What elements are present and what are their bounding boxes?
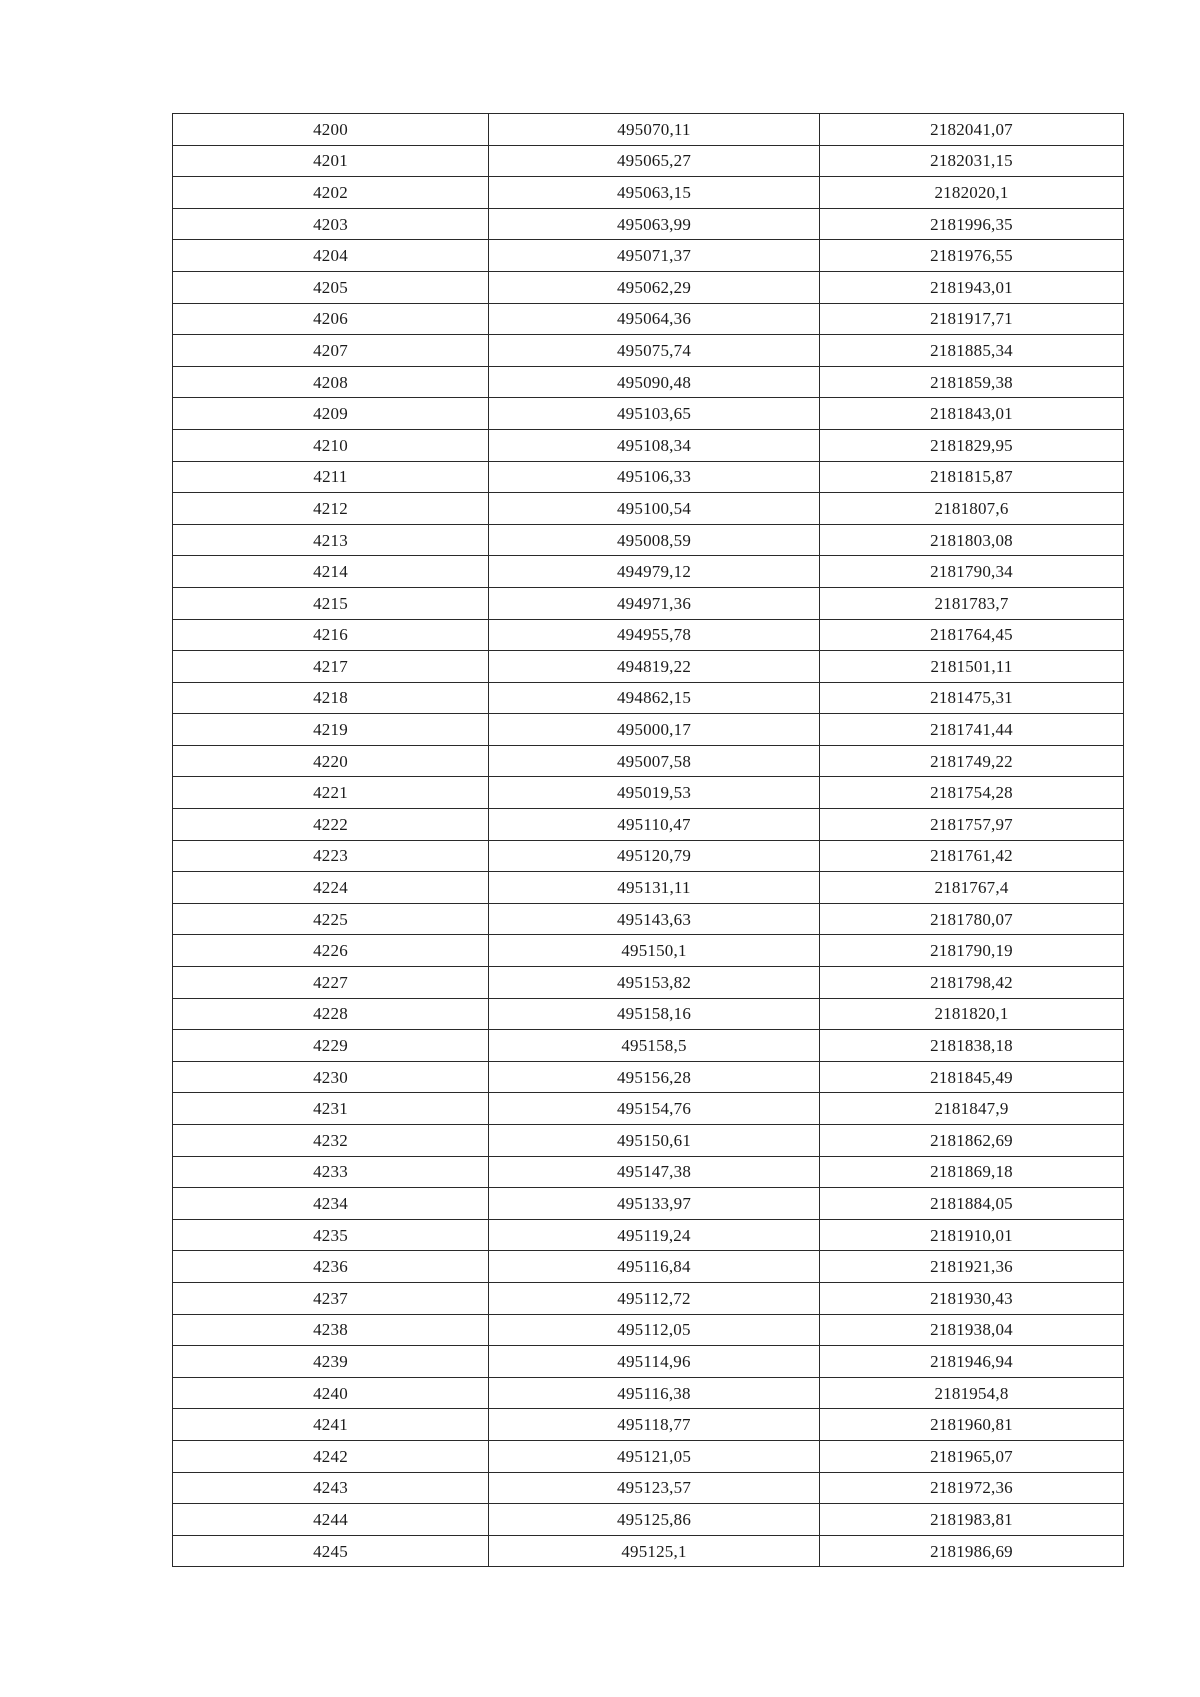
table-row xyxy=(173,714,1124,746)
point-number-cell: 4228 xyxy=(173,998,489,1030)
coordinates-table-body xyxy=(173,114,1124,1567)
point-number-cell: 4219 xyxy=(173,714,489,746)
x-coordinate-cell: 495153,82 xyxy=(489,967,820,999)
y-coordinate-cell: 2181983,81 xyxy=(820,1504,1124,1536)
point-number-cell: 4215 xyxy=(173,587,489,619)
y-coordinate-cell: 2181761,42 xyxy=(820,840,1124,872)
y-coordinate-cell: 2181972,36 xyxy=(820,1472,1124,1504)
table-row xyxy=(173,114,1124,146)
y-coordinate-cell: 2181843,01 xyxy=(820,398,1124,430)
point-number-cell: 4218 xyxy=(173,682,489,714)
point-number-cell: 4206 xyxy=(173,303,489,335)
table-row xyxy=(173,872,1124,904)
table-row xyxy=(173,524,1124,556)
y-coordinate-cell: 2181475,31 xyxy=(820,682,1124,714)
y-coordinate-cell: 2181847,9 xyxy=(820,1093,1124,1125)
point-number-cell: 4233 xyxy=(173,1156,489,1188)
table-row xyxy=(173,177,1124,209)
point-number-cell: 4238 xyxy=(173,1314,489,1346)
table-row xyxy=(173,1093,1124,1125)
y-coordinate-cell: 2182020,1 xyxy=(820,177,1124,209)
y-coordinate-cell: 2181946,94 xyxy=(820,1346,1124,1378)
x-coordinate-cell: 495123,57 xyxy=(489,1472,820,1504)
x-coordinate-cell: 495103,65 xyxy=(489,398,820,430)
x-coordinate-cell: 495150,61 xyxy=(489,1125,820,1157)
point-number-cell: 4214 xyxy=(173,556,489,588)
x-coordinate-cell: 495121,05 xyxy=(489,1440,820,1472)
y-coordinate-cell: 2181754,28 xyxy=(820,777,1124,809)
table-row xyxy=(173,1156,1124,1188)
table-row xyxy=(173,1440,1124,1472)
y-coordinate-cell: 2181938,04 xyxy=(820,1314,1124,1346)
table-row xyxy=(173,682,1124,714)
y-coordinate-cell: 2181869,18 xyxy=(820,1156,1124,1188)
point-number-cell: 4236 xyxy=(173,1251,489,1283)
x-coordinate-cell: 495158,5 xyxy=(489,1030,820,1062)
point-number-cell: 4231 xyxy=(173,1093,489,1125)
y-coordinate-cell: 2181943,01 xyxy=(820,271,1124,303)
x-coordinate-cell: 495116,38 xyxy=(489,1377,820,1409)
x-coordinate-cell: 495106,33 xyxy=(489,461,820,493)
point-number-cell: 4239 xyxy=(173,1346,489,1378)
x-coordinate-cell: 495133,97 xyxy=(489,1188,820,1220)
x-coordinate-cell: 495116,84 xyxy=(489,1251,820,1283)
x-coordinate-cell: 495007,58 xyxy=(489,745,820,777)
point-number-cell: 4204 xyxy=(173,240,489,272)
x-coordinate-cell: 494979,12 xyxy=(489,556,820,588)
table-row xyxy=(173,303,1124,335)
x-coordinate-cell: 495156,28 xyxy=(489,1061,820,1093)
x-coordinate-cell: 495114,96 xyxy=(489,1346,820,1378)
x-coordinate-cell: 494955,78 xyxy=(489,619,820,651)
x-coordinate-cell: 495118,77 xyxy=(489,1409,820,1441)
point-number-cell: 4205 xyxy=(173,271,489,303)
table-row xyxy=(173,1125,1124,1157)
point-number-cell: 4203 xyxy=(173,208,489,240)
table-row xyxy=(173,335,1124,367)
y-coordinate-cell: 2181965,07 xyxy=(820,1440,1124,1472)
table-row xyxy=(173,619,1124,651)
y-coordinate-cell: 2181749,22 xyxy=(820,745,1124,777)
x-coordinate-cell: 495065,27 xyxy=(489,145,820,177)
table-row xyxy=(173,935,1124,967)
point-number-cell: 4244 xyxy=(173,1504,489,1536)
table-row xyxy=(173,840,1124,872)
table-row xyxy=(173,208,1124,240)
point-number-cell: 4237 xyxy=(173,1282,489,1314)
point-number-cell: 4230 xyxy=(173,1061,489,1093)
table-row xyxy=(173,145,1124,177)
y-coordinate-cell: 2181807,6 xyxy=(820,493,1124,525)
point-number-cell: 4235 xyxy=(173,1219,489,1251)
x-coordinate-cell: 495063,15 xyxy=(489,177,820,209)
x-coordinate-cell: 495112,72 xyxy=(489,1282,820,1314)
point-number-cell: 4245 xyxy=(173,1535,489,1567)
table-row xyxy=(173,1030,1124,1062)
y-coordinate-cell: 2181885,34 xyxy=(820,335,1124,367)
y-coordinate-cell: 2181829,95 xyxy=(820,429,1124,461)
y-coordinate-cell: 2181930,43 xyxy=(820,1282,1124,1314)
point-number-cell: 4202 xyxy=(173,177,489,209)
point-number-cell: 4234 xyxy=(173,1188,489,1220)
point-number-cell: 4242 xyxy=(173,1440,489,1472)
y-coordinate-cell: 2181741,44 xyxy=(820,714,1124,746)
y-coordinate-cell: 2182031,15 xyxy=(820,145,1124,177)
table-row xyxy=(173,1472,1124,1504)
y-coordinate-cell: 2181790,34 xyxy=(820,556,1124,588)
table-row xyxy=(173,998,1124,1030)
x-coordinate-cell: 495100,54 xyxy=(489,493,820,525)
table-row xyxy=(173,366,1124,398)
table-row xyxy=(173,777,1124,809)
x-coordinate-cell: 494862,15 xyxy=(489,682,820,714)
y-coordinate-cell: 2181820,1 xyxy=(820,998,1124,1030)
x-coordinate-cell: 495125,1 xyxy=(489,1535,820,1567)
point-number-cell: 4217 xyxy=(173,651,489,683)
x-coordinate-cell: 494971,36 xyxy=(489,587,820,619)
x-coordinate-cell: 495150,1 xyxy=(489,935,820,967)
x-coordinate-cell: 495000,17 xyxy=(489,714,820,746)
x-coordinate-cell: 495120,79 xyxy=(489,840,820,872)
y-coordinate-cell: 2181910,01 xyxy=(820,1219,1124,1251)
point-number-cell: 4241 xyxy=(173,1409,489,1441)
y-coordinate-cell: 2181764,45 xyxy=(820,619,1124,651)
y-coordinate-cell: 2181815,87 xyxy=(820,461,1124,493)
x-coordinate-cell: 495158,16 xyxy=(489,998,820,1030)
table-row xyxy=(173,1504,1124,1536)
y-coordinate-cell: 2181884,05 xyxy=(820,1188,1124,1220)
table-row xyxy=(173,1314,1124,1346)
point-number-cell: 4208 xyxy=(173,366,489,398)
x-coordinate-cell: 495154,76 xyxy=(489,1093,820,1125)
x-coordinate-cell: 495125,86 xyxy=(489,1504,820,1536)
point-number-cell: 4221 xyxy=(173,777,489,809)
point-number-cell: 4224 xyxy=(173,872,489,904)
x-coordinate-cell: 495119,24 xyxy=(489,1219,820,1251)
x-coordinate-cell: 495108,34 xyxy=(489,429,820,461)
y-coordinate-cell: 2181960,81 xyxy=(820,1409,1124,1441)
table-row xyxy=(173,967,1124,999)
table-row xyxy=(173,240,1124,272)
point-number-cell: 4226 xyxy=(173,935,489,967)
y-coordinate-cell: 2181790,19 xyxy=(820,935,1124,967)
x-coordinate-cell: 495070,11 xyxy=(489,114,820,146)
x-coordinate-cell: 495071,37 xyxy=(489,240,820,272)
table-row xyxy=(173,1061,1124,1093)
point-number-cell: 4223 xyxy=(173,840,489,872)
table-row xyxy=(173,429,1124,461)
x-coordinate-cell: 495062,29 xyxy=(489,271,820,303)
table-row xyxy=(173,1188,1124,1220)
y-coordinate-cell: 2181859,38 xyxy=(820,366,1124,398)
x-coordinate-cell: 495063,99 xyxy=(489,208,820,240)
y-coordinate-cell: 2181917,71 xyxy=(820,303,1124,335)
table-row xyxy=(173,903,1124,935)
point-number-cell: 4222 xyxy=(173,809,489,841)
point-number-cell: 4216 xyxy=(173,619,489,651)
y-coordinate-cell: 2181757,97 xyxy=(820,809,1124,841)
y-coordinate-cell: 2181862,69 xyxy=(820,1125,1124,1157)
point-number-cell: 4229 xyxy=(173,1030,489,1062)
point-number-cell: 4210 xyxy=(173,429,489,461)
y-coordinate-cell: 2181838,18 xyxy=(820,1030,1124,1062)
table-row xyxy=(173,587,1124,619)
x-coordinate-cell: 494819,22 xyxy=(489,651,820,683)
table-row xyxy=(173,809,1124,841)
point-number-cell: 4207 xyxy=(173,335,489,367)
y-coordinate-cell: 2181767,4 xyxy=(820,872,1124,904)
coordinates-table xyxy=(172,113,1124,1567)
y-coordinate-cell: 2181798,42 xyxy=(820,967,1124,999)
y-coordinate-cell: 2181783,7 xyxy=(820,587,1124,619)
y-coordinate-cell: 2181996,35 xyxy=(820,208,1124,240)
point-number-cell: 4243 xyxy=(173,1472,489,1504)
x-coordinate-cell: 495064,36 xyxy=(489,303,820,335)
point-number-cell: 4220 xyxy=(173,745,489,777)
x-coordinate-cell: 495110,47 xyxy=(489,809,820,841)
point-number-cell: 4201 xyxy=(173,145,489,177)
point-number-cell: 4212 xyxy=(173,493,489,525)
y-coordinate-cell: 2181501,11 xyxy=(820,651,1124,683)
table-row xyxy=(173,1377,1124,1409)
y-coordinate-cell: 2181976,55 xyxy=(820,240,1124,272)
y-coordinate-cell: 2181780,07 xyxy=(820,903,1124,935)
point-number-cell: 4213 xyxy=(173,524,489,556)
x-coordinate-cell: 495090,48 xyxy=(489,366,820,398)
point-number-cell: 4200 xyxy=(173,114,489,146)
point-number-cell: 4232 xyxy=(173,1125,489,1157)
table-row xyxy=(173,1251,1124,1283)
y-coordinate-cell: 2181845,49 xyxy=(820,1061,1124,1093)
table-row xyxy=(173,1346,1124,1378)
table-row xyxy=(173,271,1124,303)
point-number-cell: 4209 xyxy=(173,398,489,430)
x-coordinate-cell: 495008,59 xyxy=(489,524,820,556)
x-coordinate-cell: 495112,05 xyxy=(489,1314,820,1346)
x-coordinate-cell: 495147,38 xyxy=(489,1156,820,1188)
point-number-cell: 4225 xyxy=(173,903,489,935)
table-row xyxy=(173,1219,1124,1251)
table-row xyxy=(173,1535,1124,1567)
table-row xyxy=(173,1282,1124,1314)
y-coordinate-cell: 2181803,08 xyxy=(820,524,1124,556)
table-row xyxy=(173,556,1124,588)
point-number-cell: 4227 xyxy=(173,967,489,999)
table-row xyxy=(173,745,1124,777)
x-coordinate-cell: 495143,63 xyxy=(489,903,820,935)
table-row xyxy=(173,493,1124,525)
y-coordinate-cell: 2181921,36 xyxy=(820,1251,1124,1283)
table-row xyxy=(173,1409,1124,1441)
table-row xyxy=(173,398,1124,430)
y-coordinate-cell: 2181954,8 xyxy=(820,1377,1124,1409)
y-coordinate-cell: 2182041,07 xyxy=(820,114,1124,146)
y-coordinate-cell: 2181986,69 xyxy=(820,1535,1124,1567)
x-coordinate-cell: 495131,11 xyxy=(489,872,820,904)
table-row xyxy=(173,651,1124,683)
x-coordinate-cell: 495019,53 xyxy=(489,777,820,809)
point-number-cell: 4211 xyxy=(173,461,489,493)
x-coordinate-cell: 495075,74 xyxy=(489,335,820,367)
point-number-cell: 4240 xyxy=(173,1377,489,1409)
table-row xyxy=(173,461,1124,493)
